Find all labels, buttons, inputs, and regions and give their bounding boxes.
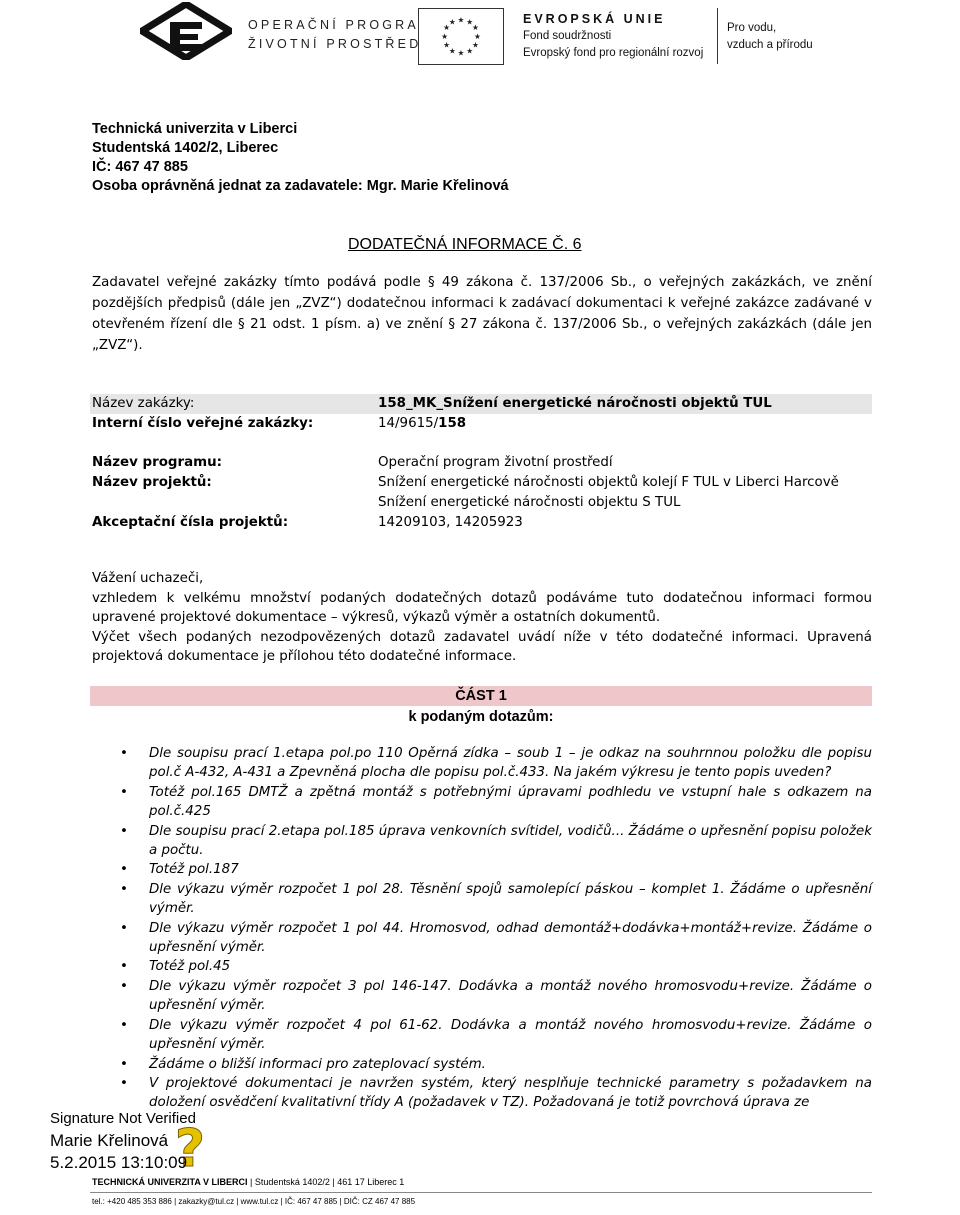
footer-divider [90, 1192, 872, 1193]
list-item [120, 880, 872, 919]
greeting: Vážení uchazeči, [92, 571, 204, 586]
project-value-2: Snížení energetické náročnosti objektu S TUL [378, 495, 681, 510]
oppz-line1: OPERAČNÍ PROGRAM [248, 18, 433, 32]
list-item [120, 744, 872, 783]
svg-text:★: ★ [473, 31, 481, 41]
part-subtitle: k podaným dotazům: [408, 709, 554, 725]
contract-name-label: Název zakázky: [92, 396, 195, 411]
svg-text:★: ★ [441, 31, 449, 41]
address-line3: IČ: 467 47 885 [92, 159, 188, 175]
oppz-logo-icon [140, 2, 232, 60]
bullet-icon: • [120, 823, 128, 839]
eu-line3: Evropský fond pro regionální rozvoj [523, 47, 704, 59]
eu-line1: EVROPSKÁ UNIE [523, 12, 666, 26]
address-line2: Studentská 1402/2, Liberec [92, 140, 279, 156]
bullet-icon: • [120, 1075, 128, 1091]
slogan-line2: vzduch a přírodu [727, 39, 813, 51]
internal-number-label: Interní číslo veřejné zakázky: [92, 416, 314, 431]
footer-contacts: tel.: +420 485 353 886 | zakazky@tul.cz | www.tul.cz | IČ: 467 47 885 | DIČ: CZ 467 47 885 [92, 1197, 416, 1206]
internal-number-prefix: 14/9615/ [378, 416, 439, 431]
intro-paragraph: Zadavatel veřejné zakázky tímto podává podle § 49 zákona č. 137/2006 Sb., o veřejných zakázkách, ve znění pozdějších předpisů (dále jen „ZVZ“) dodatečnou informaci k zadávací dokumentaci k veřejné zakázce zadávané v otevřeném řízení dle § 21 odst. 1 písm. a) ve znění § 27 zákona č. 137/2006 Sb., o veřejných zakázkách (dále jen „ZVZ“). [92, 275, 872, 353]
bullet-icon: • [120, 978, 128, 994]
question-text: Dle výkazu výměr rozpočet 1 pol 28. Těsnění spojů samolepící páskou – komplet 1. Žádáme o upřesnění výměr. [149, 881, 872, 917]
program-value: Operační program životní prostředí [378, 455, 613, 470]
part-title: ČÁST 1 [455, 688, 507, 704]
question-text: Totéž pol.187 [149, 862, 239, 878]
body-text [92, 569, 872, 667]
question-text: Dle výkazu výměr rozpočet 1 pol 44. Hromosvod, odhad demontáž+dodávka+montáž+revize. Žádáme o upřesnění výměr. [149, 920, 872, 956]
svg-text:★: ★ [443, 23, 450, 33]
contracting-authority-block [92, 120, 509, 196]
svg-text:★: ★ [466, 46, 474, 56]
info-row-projects-2 [90, 493, 872, 513]
signature-name: Marie Křelinová [50, 1131, 169, 1150]
projects-label: Název projektů: [92, 475, 212, 490]
oppz-line2: ŽIVOTNÍ PROSTŘEDÍ [248, 37, 429, 51]
body-paragraph-1: vzhledem k velkému množství podaných dodatečných dotazů podáváme tuto dodatečnou informaci formou upravené projektové dokumentace – výkresů, výkazů výměr a ostatních dokumentů. [92, 590, 872, 625]
info-row-contract-name [90, 394, 872, 414]
info-row-acceptance [90, 513, 872, 533]
slogan-line1: Pro vodu, [727, 22, 777, 34]
svg-text:?: ? [174, 1120, 206, 1175]
eu-flag-icon [418, 8, 504, 65]
list-item [120, 957, 872, 976]
address-line1: Technická univerzita v Liberci [92, 121, 298, 137]
bullet-icon: • [120, 959, 128, 975]
svg-text:★: ★ [443, 40, 450, 50]
address-line4: Osoba oprávněná jednat za zadavatele: Mgr. Marie Křelinová [92, 178, 509, 194]
question-text: Totéž pol.165 DMTŽ a zpětná montáž s potřebnými úpravami podhledu ve vstupní hale s odkazem na pol.č.425 [149, 784, 872, 820]
list-item [120, 860, 872, 879]
svg-text:★: ★ [448, 46, 456, 56]
footer-address-rest: | Studentská 1402/2 | 461 17 Liberec 1 [247, 1177, 405, 1187]
question-text: Dle výkazu výměr rozpočet 4 pol 61-62. Dodávka a montáž nového hromosvodu+revize. Žádáme o upřesnění výměr. [149, 1017, 872, 1053]
question-text: Žádáme o bližší informaci pro zateplovací systém. [149, 1056, 486, 1072]
header-divider [717, 8, 718, 64]
digital-signature[interactable] [50, 1108, 196, 1174]
internal-number-value [378, 414, 466, 434]
document-title: DODATEČNÁ INFORMACE Č. 6 [348, 236, 582, 253]
svg-text:★: ★ [472, 23, 479, 33]
info-row-internal-number [90, 414, 872, 434]
signature-date: 5.2.2015 13:10:09 [50, 1153, 188, 1172]
list-item [120, 977, 872, 1016]
list-item [120, 1016, 872, 1055]
bullet-icon: • [120, 1017, 128, 1033]
bullet-icon: • [120, 746, 128, 761]
svg-text:★: ★ [472, 40, 479, 50]
footer-address [92, 1176, 404, 1188]
bullet-icon: • [120, 920, 128, 936]
list-item [120, 1074, 872, 1113]
info-row-projects [90, 473, 872, 493]
acceptance-label: Akceptační čísla projektů: [92, 515, 289, 530]
svg-text:★: ★ [457, 15, 465, 25]
signature-status: Signature Not Verified [50, 1110, 196, 1127]
project-value-1: Snížení energetické náročnosti objektů kolejí F TUL v Liberci Harcově [378, 475, 839, 490]
bullet-icon: • [120, 784, 128, 800]
question-text: Dle výkazu výměr rozpočet 3 pol 146-147. Dodávka a montáž nového hromosvodu+revize. Žádáme o upřesnění výměr. [149, 978, 872, 1014]
slogan [727, 20, 813, 54]
list-item [120, 822, 872, 861]
svg-text:★: ★ [448, 17, 456, 27]
question-text: Dle soupisu prací 1.etapa pol.po 110 Opěrná zídka – soub 1 – je odkaz na souhrnnou položku dle popisu pol.č A-432, A-431 a Zpevněná plocha dle popisu pol.č.433. Na jakém výkresu je tento popis uveden? [149, 746, 872, 781]
body-paragraph-2: Výčet všech podaných nezodpovězených dotazů zadavatel uvádí níže v této dodatečné informaci. Upravená projektová dokumentace je přílohou této dodatečné informace. [92, 629, 872, 664]
eu-line2: Fond soudržnosti [523, 30, 612, 42]
question-text: Totéž pol.45 [149, 959, 231, 975]
list-item [120, 1055, 872, 1074]
internal-number-suffix: 158 [438, 416, 467, 431]
contract-name-value: 158_MK_Snížení energetické náročnosti objektů TUL [378, 396, 772, 411]
svg-text:★: ★ [466, 17, 474, 27]
question-list [120, 744, 872, 1113]
question-text: Dle soupisu prací 2.etapa pol.185 úprava venkovních svítidel, vodičů... Žádáme o upřesnění popisu položek a počtu. [149, 823, 872, 859]
program-label: Název programu: [92, 455, 222, 470]
footer-org: TECHNICKÁ UNIVERZITA V LIBERCI [92, 1177, 248, 1187]
list-item [120, 919, 872, 958]
list-item [120, 783, 872, 822]
eu-wordmark [523, 10, 703, 62]
svg-text:★: ★ [457, 48, 465, 58]
acceptance-value: 14209103, 14205923 [378, 515, 523, 530]
bullet-icon: • [120, 1056, 128, 1072]
oppz-wordmark [248, 16, 433, 54]
bullet-icon: • [120, 862, 128, 878]
info-row-program [90, 453, 872, 473]
question-text: V projektové dokumentaci je navržen systém, který nesplňuje technické parametry s požadavkem na doložení osvědčení kvalitativní třídy A (požadavek v TZ). Požadovaná je totiž povrchová úprava ze [149, 1075, 872, 1111]
bullet-icon: • [120, 881, 128, 897]
